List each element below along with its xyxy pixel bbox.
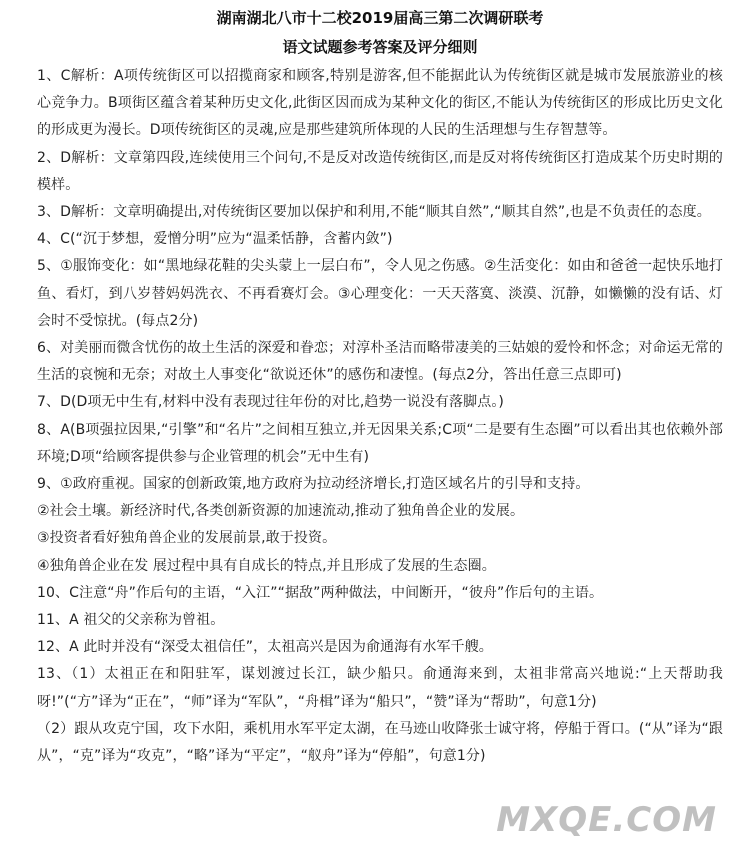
answer-paragraph: 2、D解析：文章第四段,连续使用三个问句,不是反对改造传统街区,而是反对将传统街区打造成某个历史时期的模样。 — [37, 149, 723, 193]
answer-paragraph: 7、D(D项无中生有,材料中没有表现过往年份的对比,趋势一说没有落脚点。) — [37, 394, 504, 411]
answer-paragraph: 11、A 祖父的父亲称为曾祖。 — [37, 612, 225, 629]
answer-paragraph: ③投资者看好独角兽企业的发展前景,敢于投资。 — [37, 530, 337, 547]
answer-paragraph: 10、C注意“舟”作后句的主语，“入江”“据敌”两种做法，中间断开，“彼舟”作后句的主语。 — [37, 584, 604, 601]
answer-paragraph: 9、①政府重视。国家的创新政策,地方政府为拉动经济增长,打造区域名片的引导和支持。 — [37, 476, 590, 493]
answer-paragraph: 8、A(B项强拉因果,“引擎”和“名片”之间相互独立,并无因果关系;C项“二是要有生态圈”可以看出其也依赖外部环境;D项“给顾客提供参与企业管理的机会”无中生有) — [37, 421, 723, 465]
answer-paragraph: 12、A 此时并没有“深受太祖信任”，太祖高兴是因为俞通海有水军千艘。 — [37, 639, 493, 656]
answer-paragraph: 5、①服饰变化：如“黑地绿花鞋的尖头蒙上一层白布”，令人见之伤感。②生活变化：如由和爸爸一起快乐地打鱼、看灯，到八岁替妈妈洗衣、不再看赛灯会。③心理变化：一天天落寞、淡漠、沉静，如懒懒的没有话、灯会时不受惊扰。(每点2分) — [37, 258, 723, 329]
document-subtitle: 语文试题参考答案及评分细则 — [282, 38, 478, 56]
answer-paragraph: 13、（1）太祖正在和阳驻军，谋划渡过长江，缺少船只。俞通海来到，太祖非常高兴地说:“上天帮助我呀!”(“方”译为“正在”，“师”译为“军队”，“舟楫”译为“船只”，“赞”译为“帮助”，句意1分) — [37, 666, 723, 710]
site-watermark: MXQE.COM — [496, 800, 717, 840]
answer-paragraph: 1、C解析：A项传统街区可以招揽商家和顾客,特别是游客,但不能据此认为传统街区就是城市发展旅游业的核心竞争力。B项街区蕴含着某种历史文化,此街区因而成为某种文化的街区,不能认为传统街区的形成比历史文化的形成更为漫长。D项传统街区的灵魂,应是那些建筑所体现的人民的生活理想与生存智慧等。 — [37, 68, 723, 139]
answer-paragraph: 6、对美丽而微含忧伤的故土生活的深爱和眷恋；对淳朴圣洁而略带凄美的三姑娘的爱怜和怀念；对命运无常的生活的哀惋和无奈；对故土人事变化“欲说还休”的感伤和凄惶。(每点2分，答出任意三点即可) — [37, 340, 723, 384]
answer-content — [37, 63, 723, 770]
document-title: 湖南湖北八市十二校2019届高三第二次调研联考 — [216, 9, 544, 27]
answer-paragraph: 3、D解析：文章明确提出,对传统街区要加以保护和利用,不能“顺其自然”,“顺其自然”,也是不负责任的态度。 — [37, 204, 711, 221]
answer-paragraph: 4、C(“沉于梦想，爱憎分明”应为“温柔恬静，含蓄内敛”) — [37, 231, 393, 248]
answer-paragraph: ②社会土壤。新经济时代,各类创新资源的加速流动,推动了独角兽企业的发展。 — [37, 503, 525, 520]
answer-paragraph: ④独角兽企业在发 展过程中具有自成长的特点,并且形成了发展的生态圈。 — [37, 557, 496, 574]
answer-paragraph: （2）跟从攻克宁国，攻下水阳，乘机用水军平定太湖，在马迹山收降张士诚守将，停船于胥口。(“从”译为“跟从”，“克”译为“攻克”，“略”译为“平定”，“舣舟”译为“停船”，句意1分) — [37, 720, 723, 765]
